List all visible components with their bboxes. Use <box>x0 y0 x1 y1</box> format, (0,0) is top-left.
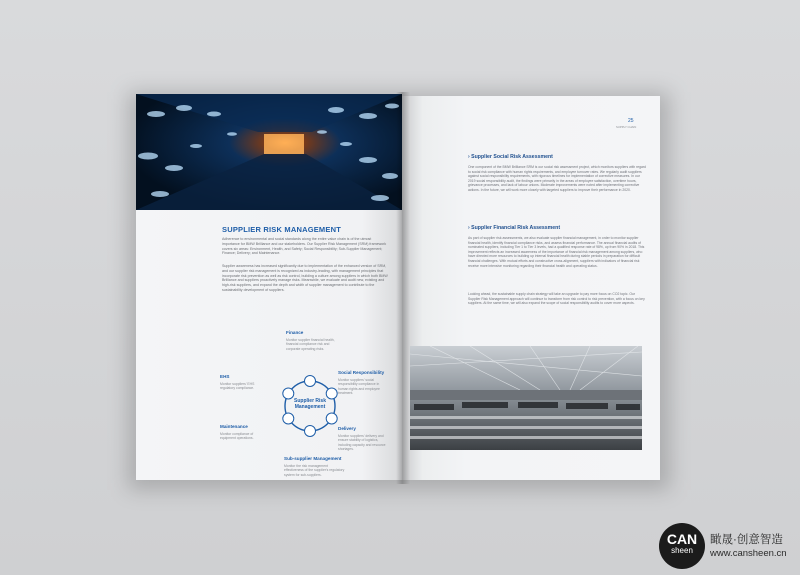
area-desc-ehs: Monitor suppliers' EHS regulatory compliance. <box>220 382 255 391</box>
left-page <box>136 94 402 480</box>
spine-shadow <box>396 92 410 484</box>
social-risk-heading: › Supplier Social Risk Assessment <box>468 154 553 160</box>
page-number: 25 <box>628 118 634 124</box>
area-label-social: Social Responsibility <box>338 370 385 375</box>
watermark-name: 瞰晟·创意智造 <box>710 534 783 546</box>
logo-text-top: CAN <box>666 531 698 547</box>
area-desc-finance: Monitor supplier financial health, financial compliance risk and corporate operating risks. <box>286 338 335 351</box>
intro-paragraph: Adherence to environmental and social standards along the entire value chain is of the utmost importance for BMW Brilliance and our stakeholders. Our Supplier Risk Management (SRM) framework covers six areas: Environment, Health, and Safety; Social Responsibility; Sub-Supplier Management; Finance; Delivery; and Maintenance. <box>222 237 387 256</box>
area-desc-social: Monitor suppliers' social responsibility compliance in human rights and employee treatment. <box>338 378 380 396</box>
hub-title: Supplier Risk Management <box>294 398 326 410</box>
srm-diagram <box>220 316 400 480</box>
cansheen-logo <box>659 523 705 569</box>
logo-text-bottom: sheen <box>671 546 693 555</box>
social-risk-title: Supplier Social Risk Assessment <box>471 154 553 160</box>
financial-risk-body: As part of supplier risk assessments, we also evaluate supplier financial management, in order to monitor supplier financial health, identify financial compliance risks, and assess financial performance. The annual financial audits of nominated suppliers, including Tier 1 to Tier 3 levels, had a qualified response rate of 98%, up from 90% in 2018. This improvement reflects an increased awareness of the importance of financial risk management among suppliers, who have directed more resources to building up internal financial health during stable periods in preparation for difficult financial challenges. With mutual efforts and constructive cross-alignment, suppliers with indicators of financial risk receive more intensive monitoring regarding their financial health and operating status. <box>468 236 645 268</box>
financial-risk-title: Supplier Financial Risk Assessment <box>471 225 561 231</box>
right-page <box>402 96 660 480</box>
conference-hall-photo <box>410 346 642 450</box>
area-label-finance: Finance <box>286 330 304 335</box>
social-risk-body: One component of the BMW Brilliance SRM is our social risk assessment project, which monitors suppliers with regard to social risk compliance with human rights requirements, and employee turnover rates. We regularly audit suppliers against social responsibility requirements, with rigorous timelines for implementation of corrective measures. In our 2019 social responsibility audit, the findings were primarily in the areas of employee satisfaction, overtime hours, grievance processes, and lack of labour unions. Moderate improvements were noted after implementing corrective actions. In the future, we will work more closely with targeted suppliers to improve their performance in 2020. <box>468 165 646 192</box>
area-label-ehs: EHS <box>220 374 230 379</box>
area-desc-subsupplier: Monitor the risk management effectiveness of the supplier's regulatory system for sub-suppliers. <box>284 464 345 477</box>
area-label-subsupplier: Sub-supplier Management <box>284 456 342 461</box>
area-label-delivery: Delivery <box>338 426 356 431</box>
running-head: SUPPLY CHAIN <box>616 125 637 129</box>
watermark-url: www.cansheen.cn <box>710 548 787 559</box>
financial-risk-heading: › Supplier Financial Risk Assessment <box>468 225 561 231</box>
area-desc-delivery: Monitor suppliers' delivery and ensure stability of logistics, including capacity and resource shortages. <box>338 434 386 452</box>
section-heading: SUPPLIER RISK MANAGEMENT <box>222 225 341 234</box>
area-desc-maintenance: Monitor compliance of equipment operations. <box>220 432 254 441</box>
tunnel-photo <box>136 94 402 210</box>
awareness-paragraph: Supplier awareness has increased significantly due to implementation of the enhanced version of SRM, and our supplier risk management is recognized as industry-leading, with management principles that incorporate risk prevention as well as risk control, building a culture among suppliers in which both BMW Brilliance and suppliers proactively manage risks. Meanwhile, we evaluate and audit new, existing and high-risk suppliers, and expand the depth and width of supplier management to contribute to the sustainability development of suppliers. <box>222 264 388 292</box>
outlook-body: Looking ahead, the sustainable supply chain strategy will take an upgrade to pay more focus on CO2 topic. Our Supplier Risk Management approach will continue to transform from risk control to risk prevention, with a focus on key suppliers. At the same time, we will also expand the scope of social responsibility audits to cover more aspects. <box>468 292 645 306</box>
area-label-maintenance: Maintenance <box>220 424 248 429</box>
